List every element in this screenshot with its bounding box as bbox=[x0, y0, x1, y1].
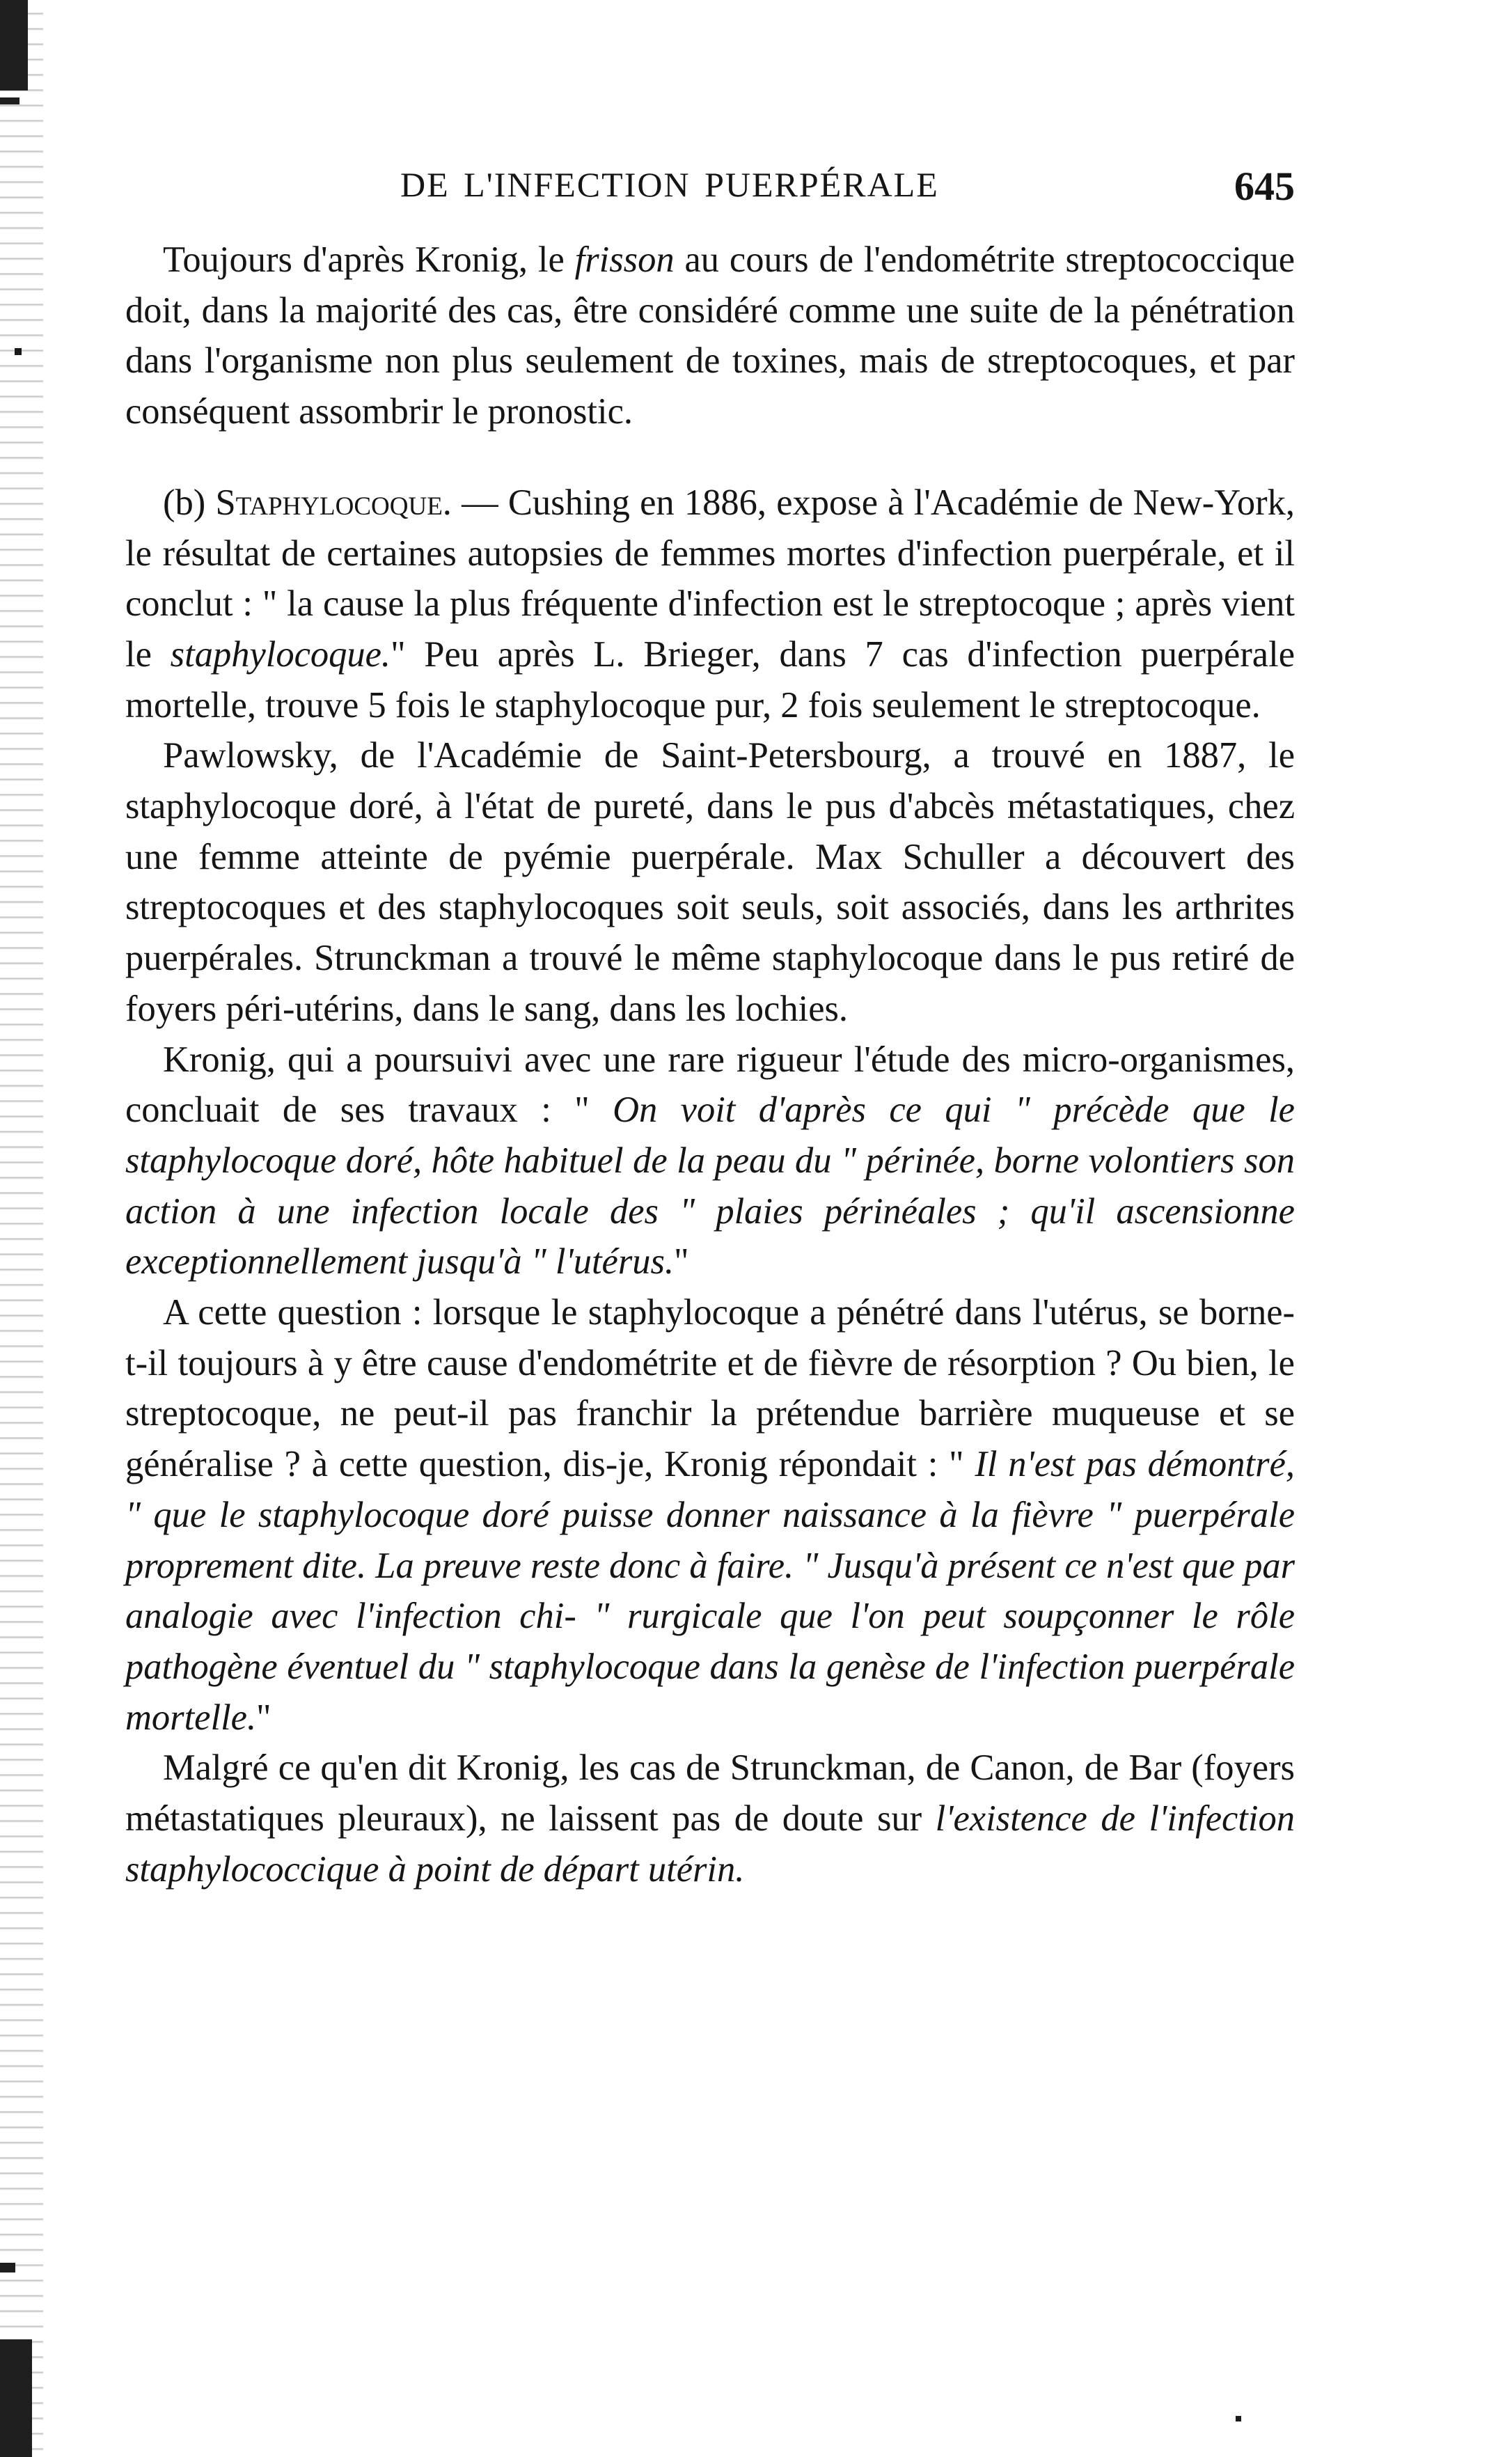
text-run: " Peu après L. Brieger, dans 7 cas d'infection puerpérale mortelle, trouve 5 fois le staphylocoque pur, 2 fois seulement le streptocoque. bbox=[125, 634, 1296, 725]
scan-speck bbox=[1236, 2416, 1241, 2421]
italic-run: l'existence de l'infection staphylococcique à point de départ utérin. bbox=[125, 1798, 1295, 1890]
binding-shadow-bottom bbox=[0, 2339, 32, 2457]
paragraph-pawlowsky: Pawlowsky, de l'Académie de Saint-Petersbourg, a trouvé en 1887, le staphylocoque doré, à l'état de pureté, dans le pus d'abcès métastatiques, chez une femme atteinte de pyémie puerpérale. Max Schuller a découvert des streptocoques et des staphylocoques soit seuls, soit associés, dans les arthrites puerpérales. Strunckman a trouvé le même staphylocoque dans le pus retiré de foyers péri-utérins, dans le sang, dans les lochies. bbox=[125, 735, 1295, 1029]
text-run: Kronig, qui a poursuivi avec une rare rigueur l'étude des micro-organismes, concluait de ses travaux : " bbox=[125, 1039, 1295, 1131]
binding-shadow-top bbox=[0, 0, 28, 91]
paragraph-kronig-frisson bbox=[125, 235, 1295, 437]
text-run: Cushing en 1886, expose à l'Académie de New-York, le résultat de certaines autopsies de femmes mortes d'infection puerpérale, et il conclut : " la cause la plus fréquente d'infection est le streptocoque ; après vient le bbox=[125, 482, 1296, 675]
page-number: 645 bbox=[1234, 164, 1295, 209]
paragraph-kronig-quote bbox=[125, 1035, 1295, 1288]
text-run: A cette question : lorsque le staphylocoque a pénétré dans l'utérus, se borne-t-il toujours à y être cause d'endométrite et de fièvre de résorption ? Ou bien, le streptocoque, ne peut-il pas franchir la prétendue barrière muqueuse et se généralise ? à cette question, dis-je, Kronig répondait : " bbox=[125, 1292, 1295, 1485]
em-dash: — bbox=[451, 482, 508, 523]
italic-run: frisson bbox=[574, 240, 675, 280]
page-header bbox=[125, 164, 1295, 213]
paragraph-malgre bbox=[125, 1743, 1295, 1894]
binding-speck bbox=[0, 97, 19, 104]
italic-run: staphylocoque. bbox=[170, 634, 391, 675]
text-run: " bbox=[674, 1241, 689, 1282]
section-letter: (b) bbox=[163, 482, 216, 523]
section-heading: Staphylocoque. bbox=[215, 482, 452, 523]
text-run: Malgré ce qu'en dit Kronig, les cas de Strunckman, de Canon, de Bar (foyers métastatiques pleuraux), ne laissent pas de doute sur bbox=[125, 1748, 1295, 1839]
paragraph-staphylocoque bbox=[125, 478, 1295, 731]
page-binding-edge bbox=[0, 0, 43, 2457]
text-run: " bbox=[256, 1697, 271, 1738]
binding-speck bbox=[0, 2263, 15, 2272]
body-text bbox=[125, 235, 1295, 1895]
text-run: Toujours d'après Kronig, le bbox=[163, 240, 575, 280]
running-title: DE L'INFECTION PUERPÉRALE bbox=[400, 165, 939, 204]
paragraph-cette-question bbox=[125, 1287, 1295, 1743]
italic-quote: On voit d'après ce qui " précède que le staphylocoque doré, hôte habituel de la peau du " périnée, borne volontiers son action à une infection locale des " plaies périnéales ; qu'il ascensionne exceptionnellement jusqu'à " l'utérus. bbox=[125, 1090, 1295, 1282]
text-run: au cours de l'endométrite streptococcique doit, dans la majorité des cas, être considéré comme une suite de la pénétration dans l'organisme non plus seulement de toxines, mais de streptocoques, et par conséquent assombrir le pronostic. bbox=[125, 240, 1295, 432]
italic-quote: Il n'est pas démontré, " que le staphylocoque doré puisse donner naissance à la fièvre " puerpérale proprement dite. La preuve reste donc à faire. " Jusqu'à présent ce n'est que par analogie avec l'infection chi- " rurgicale que l'on peut soupçonner le rôle pathogène éventuel du " staphylocoque dans la genèse de l'infection puerpérale mortelle. bbox=[125, 1444, 1295, 1738]
scan-speck bbox=[15, 348, 22, 355]
